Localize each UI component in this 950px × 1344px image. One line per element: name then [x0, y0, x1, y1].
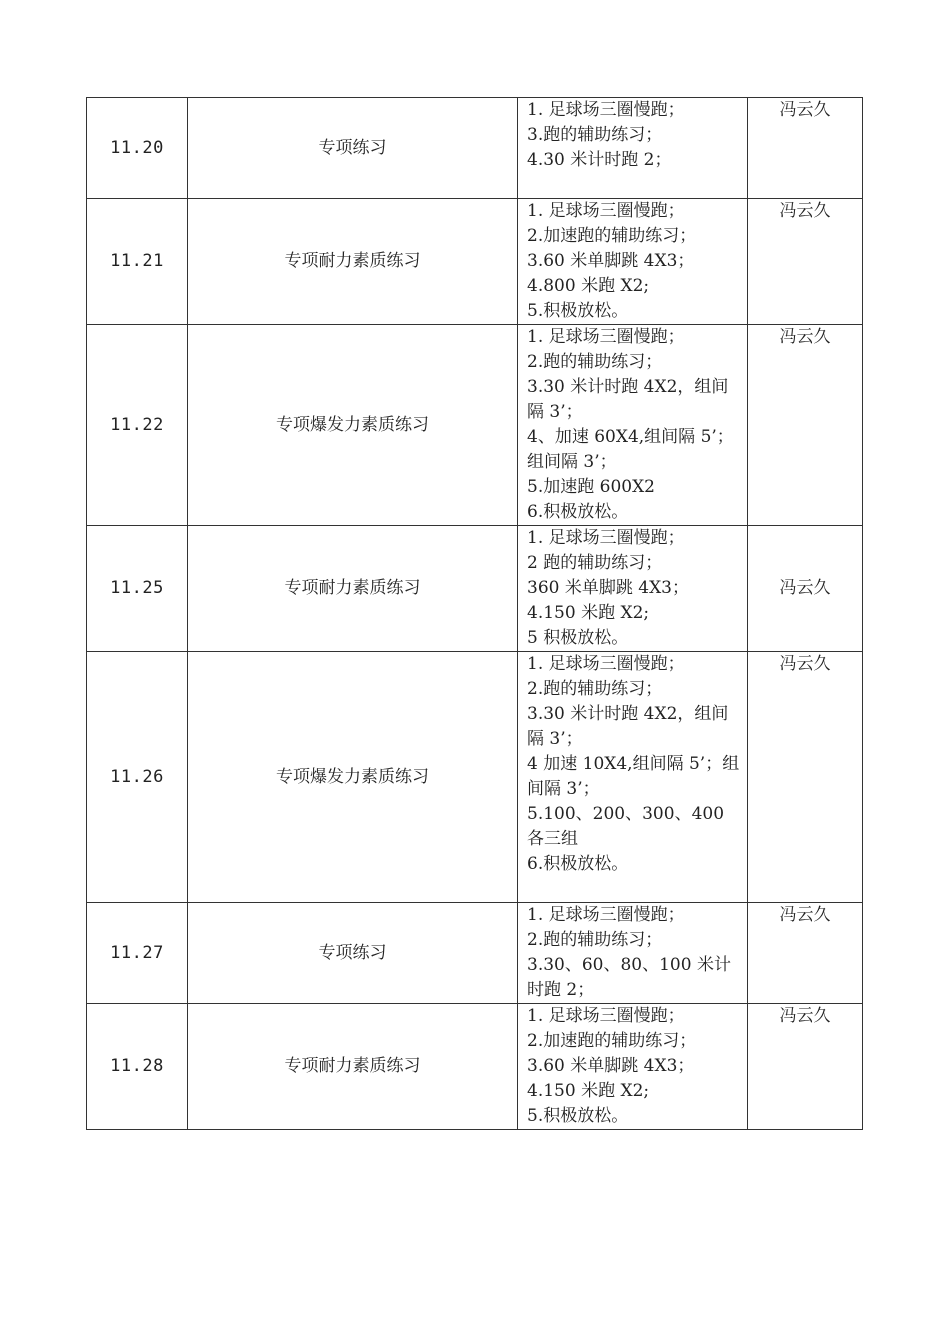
topic-cell: 专项练习 [188, 98, 518, 199]
content-cell [518, 98, 748, 199]
date-cell: 11.22 [87, 325, 188, 526]
training-schedule-table [86, 97, 863, 1130]
topic-cell: 专项耐力素质练习 [188, 526, 518, 652]
table-row [87, 98, 863, 199]
content-line: 1. 足球场三圈慢跑； [527, 201, 685, 221]
content-line: 5.积极放松。 [527, 301, 629, 321]
content-line: 2.跑的辅助练习； [527, 352, 663, 372]
teacher-cell: 冯云久 [748, 1004, 863, 1130]
content-line: 1. 足球场三圈慢跑； [527, 528, 685, 548]
teacher-cell: 冯云久 [748, 98, 863, 199]
teacher-cell: 冯云久 [748, 903, 863, 1004]
date-cell: 11.20 [87, 98, 188, 199]
table-row [87, 652, 863, 903]
topic-cell: 专项练习 [188, 903, 518, 1004]
date-cell: 11.25 [87, 526, 188, 652]
date-cell: 11.28 [87, 1004, 188, 1130]
table-row [87, 199, 863, 325]
topic-cell: 专项耐力素质练习 [188, 1004, 518, 1130]
table-row [87, 1004, 863, 1130]
topic-cell: 专项爆发力素质练习 [188, 325, 518, 526]
content-line: 3.30 米计时跑 4X2，组间隔 3’； [527, 377, 729, 422]
content-cell [518, 652, 748, 903]
content-line: 6.积极放松。 [527, 854, 629, 874]
content-line: 4.800 米跑 X2; [527, 276, 650, 296]
content-line: 5 积极放松。 [527, 628, 629, 648]
content-line: 4、加速 60X4,组间隔 5’；组间隔 3’； [527, 427, 734, 472]
content-line: 4 加速 10X4,组间隔 5’；组间隔 3’； [527, 754, 740, 799]
topic-cell: 专项耐力素质练习 [188, 199, 518, 325]
content-line: 4.150 米跑 X2; [527, 1081, 650, 1101]
date-cell: 11.26 [87, 652, 188, 903]
content-line: 5.100、200、300、400 各三组 [527, 804, 725, 849]
content-line: 1. 足球场三圈慢跑； [527, 654, 685, 674]
table-row [87, 526, 863, 652]
content-line: 1. 足球场三圈慢跑； [527, 100, 685, 120]
content-cell [518, 526, 748, 652]
content-line: 2.加速跑的辅助练习； [527, 226, 697, 246]
content-line: 4.30 米计时跑 2； [527, 150, 672, 170]
table-row [87, 325, 863, 526]
content-line: 4.150 米跑 X2; [527, 603, 650, 623]
content-line: 2.跑的辅助练习； [527, 930, 663, 950]
content-line: 3.60 米单脚跳 4X3； [527, 1056, 695, 1076]
content-line: 3.30、60、80、100 米计时跑 2； [527, 955, 731, 1000]
content-line: 1. 足球场三圈慢跑； [527, 327, 685, 347]
content-line: 3.30 米计时跑 4X2，组间隔 3’； [527, 704, 729, 749]
content-line: 2.跑的辅助练习； [527, 679, 663, 699]
content-line: 1. 足球场三圈慢跑； [527, 1006, 685, 1026]
content-line: 360 米单脚跳 4X3； [527, 578, 689, 598]
content-line: 1. 足球场三圈慢跑； [527, 905, 685, 925]
teacher-cell: 冯云久 [748, 325, 863, 526]
date-cell: 11.27 [87, 903, 188, 1004]
content-cell [518, 903, 748, 1004]
content-cell [518, 199, 748, 325]
content-line: 5.积极放松。 [527, 1106, 629, 1126]
date-cell: 11.21 [87, 199, 188, 325]
content-cell [518, 325, 748, 526]
content-line: 2.加速跑的辅助练习； [527, 1031, 697, 1051]
teacher-cell: 冯云久 [748, 652, 863, 903]
content-line: 3.60 米单脚跳 4X3； [527, 251, 695, 271]
content-cell [518, 1004, 748, 1130]
table-row [87, 903, 863, 1004]
teacher-cell: 冯云久 [748, 199, 863, 325]
content-line: 2 跑的辅助练习； [527, 553, 663, 573]
content-line: 3.跑的辅助练习； [527, 125, 663, 145]
teacher-cell: 冯云久 [748, 526, 863, 652]
content-line: 6.积极放松。 [527, 502, 629, 522]
content-line: 5.加速跑 600X2 [527, 477, 655, 497]
topic-cell: 专项爆发力素质练习 [188, 652, 518, 903]
